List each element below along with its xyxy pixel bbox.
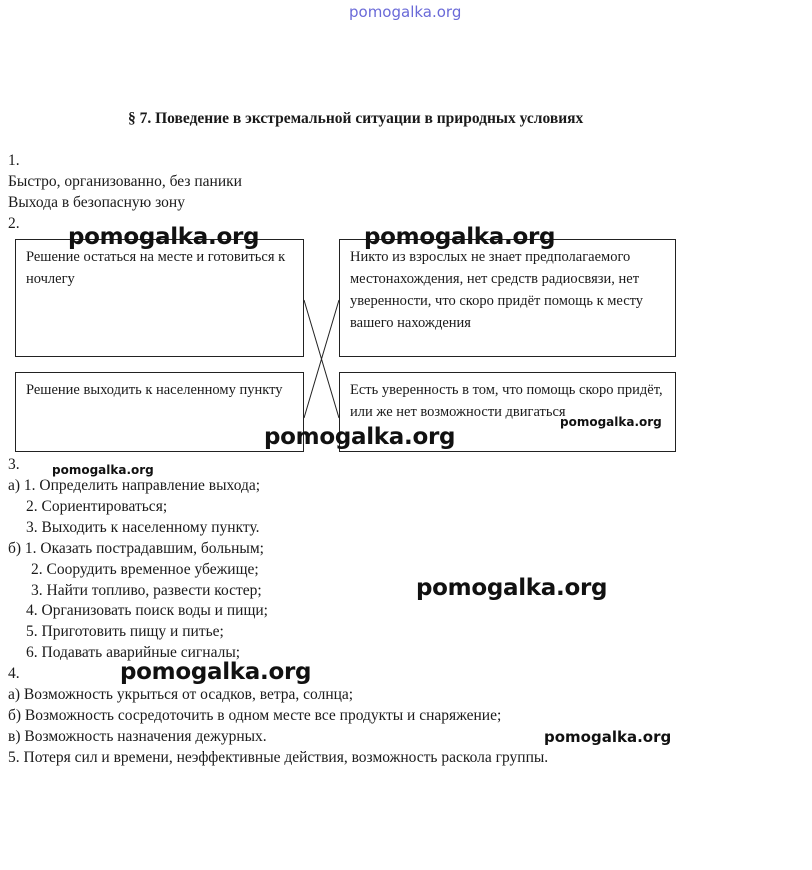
watermark: pomogalka.org	[264, 424, 456, 450]
section-1-line-2: Выхода в безопасную зону	[8, 194, 185, 211]
watermark: pomogalka.org	[52, 463, 154, 477]
watermark: pomogalka.org	[364, 224, 556, 250]
section-1-number: 1.	[8, 152, 20, 169]
section-2-number: 2.	[8, 215, 20, 232]
section-3-a-item-3: 3. Выходить к населенному пункту.	[26, 519, 260, 536]
section-3-b-item-4: 4. Организовать поиск воды и пищи;	[26, 602, 268, 619]
decision-box-stay: Решение остаться на месте и готовиться к ночлегу	[15, 239, 304, 357]
condition-box-no-help: Никто из взрослых не знает предполагаемого местонахождения, нет средств радиосвязи, нет уверенности, что скоро придёт помощь к месту вашего нахождения	[339, 239, 676, 357]
watermark: pomogalka.org	[68, 224, 260, 250]
section-5-text: 5. Потеря сил и времени, неэффективные действия, возможность раскола группы.	[8, 749, 549, 766]
watermark: pomogalka.org	[416, 575, 608, 601]
page-title: § 7. Поведение в экстремальной ситуации в природных условиях	[128, 110, 584, 127]
watermark: pomogalka.org	[560, 415, 662, 429]
decision-box-leave: Решение выходить к населенному пункту	[15, 372, 304, 452]
section-4-number: 4.	[8, 665, 20, 682]
section-3-b-item-2: 2. Соорудить временное убежище;	[31, 561, 259, 578]
section-1-line-1: Быстро, организованно, без паники	[8, 173, 242, 190]
section-4-item-c: в) Возможность назначения дежурных.	[8, 728, 267, 745]
section-3-b-item-3: 3. Найти топливо, развести костер;	[31, 582, 262, 599]
section-3-b-item-6: 6. Подавать аварийные сигналы;	[26, 644, 241, 661]
section-3-b-item-5: 5. Приготовить пищу и питье;	[26, 623, 224, 640]
section-3-number: 3.	[8, 456, 20, 473]
condition-box-help-coming: Есть уверенность в том, что помощь скоро придёт, или же нет возможности двигаться	[339, 372, 676, 452]
section-3-b-item-1: б) 1. Оказать пострадавшим, больным;	[8, 540, 264, 557]
header-watermark: pomogalka.org	[349, 3, 462, 21]
section-4-item-a: а) Возможность укрыться от осадков, ветра, солнца;	[8, 686, 354, 703]
watermark: pomogalka.org	[120, 659, 312, 685]
watermark: pomogalka.org	[544, 728, 672, 746]
section-4-item-b: б) Возможность сосредоточить в одном месте все продукты и снаряжение;	[8, 707, 502, 724]
section-3-a-item-2: 2. Сориентироваться;	[26, 498, 168, 515]
section-3-a-item-1: а) 1. Определить направление выхода;	[8, 477, 261, 494]
